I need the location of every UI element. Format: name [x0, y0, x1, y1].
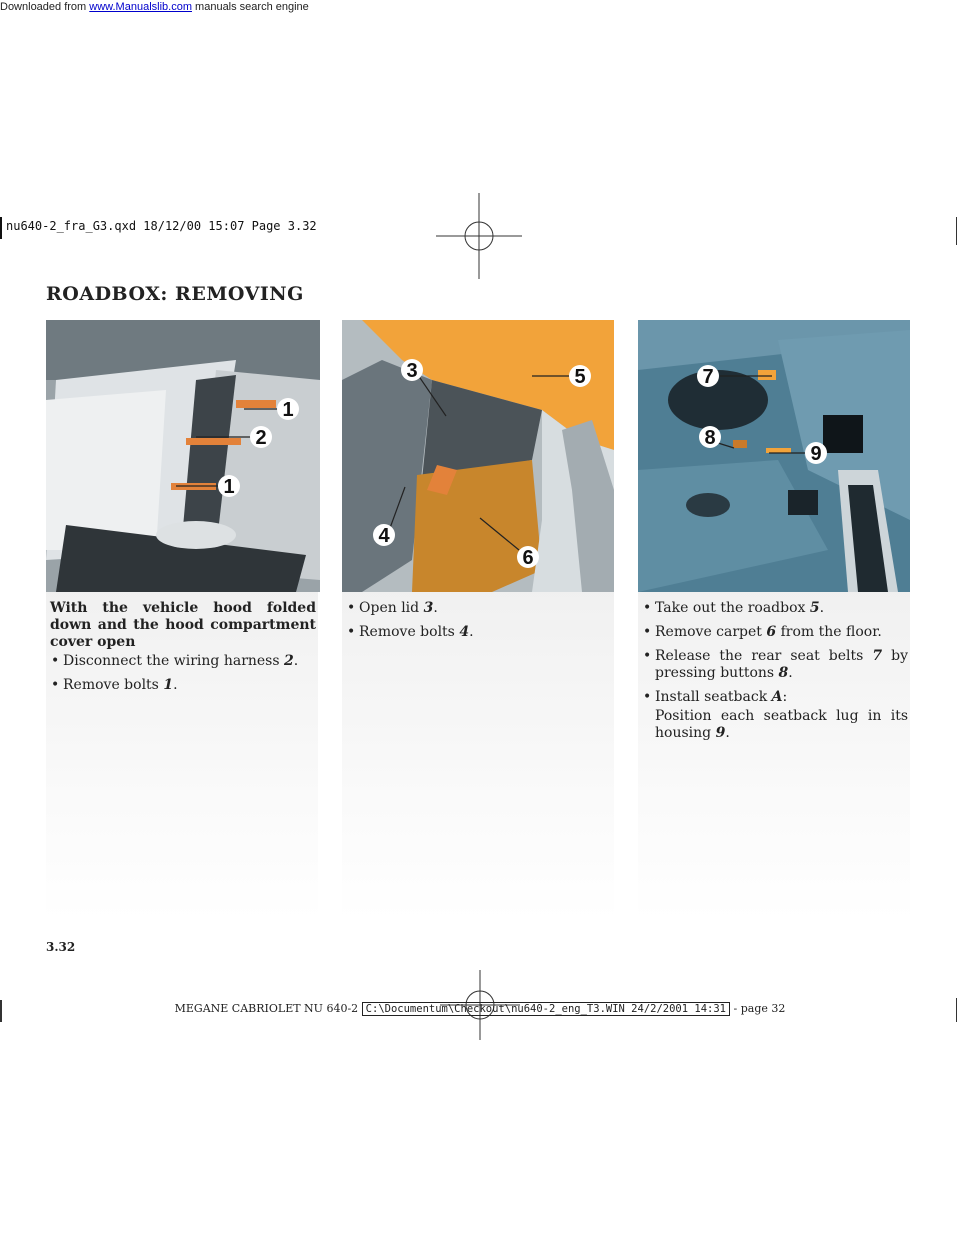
banner-prefix: Downloaded from	[0, 1, 87, 13]
list-item: • Open lid 3.	[346, 600, 612, 617]
photo1-callouts	[46, 320, 320, 592]
label-2: 2	[255, 427, 267, 449]
seatback-note: Position each seatback lug in its housing 9.	[655, 708, 908, 741]
list-item: • Install seatback A:	[642, 689, 908, 706]
banner-suffix: manuals search engine	[195, 1, 309, 13]
column-2-text	[346, 600, 612, 648]
label-1b: 1	[223, 476, 235, 498]
page-number: 3.32	[46, 940, 76, 954]
list-item: • Remove bolts 1.	[50, 677, 316, 694]
list-item: • Release the rear seat belts 7 by pressing buttons 8.	[642, 648, 908, 682]
label-1a: 1	[282, 399, 294, 421]
prepress-slug: nu640-2_fra_G3.qxd 18/12/00 15:07 Page 3.32	[6, 219, 317, 233]
photo3-callouts	[638, 320, 910, 592]
photo-hood-compartment	[46, 320, 320, 592]
registration-mark-top	[436, 193, 522, 279]
footer-path: C:\Documentum\Checkout\nu640-2_eng_T3.WIN 24/2/2001 14:31	[362, 1002, 730, 1016]
label-6: 6	[522, 547, 534, 569]
list-item: • Disconnect the wiring harness 2.	[50, 653, 316, 670]
label-8: 8	[704, 427, 716, 449]
label-7: 7	[702, 366, 714, 388]
footer-doc: MEGANE CABRIOLET NU 640-2	[174, 1002, 359, 1015]
label-9: 9	[810, 443, 822, 465]
photo-rear-seat	[638, 320, 910, 592]
crop-mark-right-top	[956, 217, 957, 245]
download-banner	[0, 0, 960, 14]
footer-page: - page 32	[733, 1002, 786, 1015]
footer	[0, 1002, 960, 1015]
photo-roadbox-lid	[342, 320, 614, 592]
crop-bar	[0, 217, 2, 239]
column-1-text	[50, 600, 316, 701]
label-5: 5	[574, 366, 586, 388]
label-4: 4	[378, 525, 390, 547]
list-item: • Remove bolts 4.	[346, 624, 612, 641]
page-title: ROADBOX: REMOVING	[46, 283, 304, 305]
list-item: • Remove carpet 6 from the floor.	[642, 624, 908, 641]
label-3: 3	[406, 360, 418, 382]
list-item: • Take out the roadbox 5.	[642, 600, 908, 617]
column-3-text	[642, 600, 908, 742]
column-1-intro: With the vehicle hood folded down and the hood compartment cover open	[50, 600, 316, 650]
photo2-callouts	[342, 320, 614, 592]
manualslib-link[interactable]: www.Manualslib.com	[89, 1, 192, 13]
